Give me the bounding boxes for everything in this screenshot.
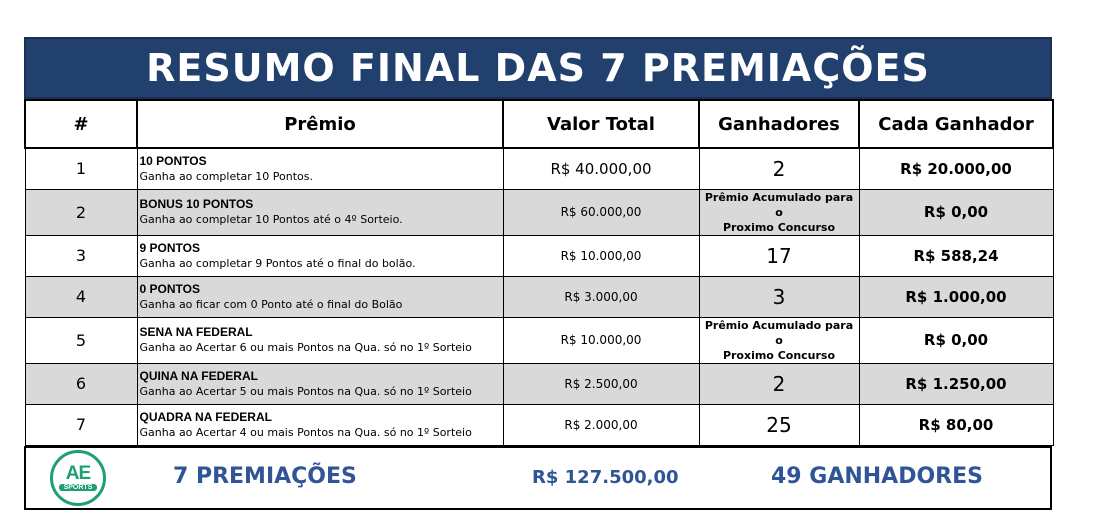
table-row <box>25 363 1053 404</box>
prize-description: Ganha ao Acertar 4 ou mais Pontos na Qua. só no 1º Sorteio <box>139 425 472 439</box>
table-row <box>25 317 1053 363</box>
prize-cell <box>137 189 503 235</box>
total-value: R$ 3.000,00 <box>503 276 699 317</box>
prize-cell <box>137 363 503 404</box>
header-prize: Prêmio <box>137 100 503 148</box>
winners-count: 2 <box>699 148 859 189</box>
winners-count: 2 <box>699 363 859 404</box>
each-winner-value: R$ 1.250,00 <box>859 363 1053 404</box>
prize-cell <box>137 404 503 445</box>
winners-note <box>699 189 859 235</box>
prize-description: Ganha ao Acertar 5 ou mais Pontos na Qua. só no 1º Sorteio <box>139 384 472 398</box>
row-number: 3 <box>25 235 137 276</box>
header-each: Cada Ganhador <box>859 100 1053 148</box>
table-header-row <box>25 100 1053 148</box>
table-row <box>25 189 1053 235</box>
row-number: 4 <box>25 276 137 317</box>
prize-name: QUINA NA FEDERAL <box>139 368 258 383</box>
winners-note <box>699 317 859 363</box>
row-number: 5 <box>25 317 137 363</box>
total-value: R$ 60.000,00 <box>503 189 699 235</box>
header-num: # <box>25 100 137 148</box>
each-winner-value: R$ 0,00 <box>859 189 1053 235</box>
total-value: R$ 2.500,00 <box>503 363 699 404</box>
total-value: R$ 10.000,00 <box>503 317 699 363</box>
total-value: R$ 10.000,00 <box>503 235 699 276</box>
each-winner-value: R$ 1.000,00 <box>859 276 1053 317</box>
logo-subtitle: SPORTS <box>59 484 98 491</box>
page-title: RESUMO FINAL DAS 7 PREMIAÇÕES <box>24 37 1052 99</box>
ae-sports-logo <box>50 450 106 506</box>
table-row <box>25 276 1053 317</box>
row-number: 1 <box>25 148 137 189</box>
row-number: 7 <box>25 404 137 445</box>
winners-note-line2: Proximo Concurso <box>722 220 836 234</box>
total-value: R$ 2.000,00 <box>503 404 699 445</box>
prize-name: SENA NA FEDERAL <box>139 325 253 339</box>
winners-note-line2: Proximo Concurso <box>722 348 836 362</box>
prize-cell <box>137 317 503 363</box>
summary-footer <box>24 446 1052 510</box>
prize-name: BONUS 10 PONTOS <box>139 197 254 211</box>
each-winner-value: R$ 588,24 <box>859 235 1053 276</box>
each-winner-value: R$ 20.000,00 <box>859 148 1053 189</box>
prize-name: 9 PONTOS <box>139 240 200 255</box>
winners-count: 3 <box>699 276 859 317</box>
footer-winners-count: 49 GANHADORES <box>771 463 983 489</box>
winners-note-line1: Prêmio Acumulado para o <box>704 318 854 347</box>
prize-cell <box>137 276 503 317</box>
prize-name: 0 PONTOS <box>139 281 200 296</box>
row-number: 2 <box>25 189 137 235</box>
summary-sheet <box>24 37 1052 510</box>
total-value: R$ 40.000,00 <box>503 148 699 189</box>
logo-mark: AE <box>65 462 91 484</box>
prize-description: Ganha ao completar 10 Pontos até o 4º Sorteio. <box>139 213 403 226</box>
table-row <box>25 148 1053 189</box>
prize-description: Ganha ao Acertar 6 ou mais Pontos na Qua. só no 1º Sorteio <box>139 341 472 354</box>
each-winner-value: R$ 0,00 <box>859 317 1053 363</box>
footer-total-value: R$ 127.500,00 <box>532 466 679 488</box>
prize-description: Ganha ao completar 9 Pontos até o final do bolão. <box>139 256 416 270</box>
prize-table <box>24 99 1054 446</box>
prize-cell <box>137 235 503 276</box>
row-number: 6 <box>25 363 137 404</box>
prize-description: Ganha ao ficar com 0 Ponto até o final do Bolão <box>139 297 403 311</box>
prize-cell <box>137 148 503 189</box>
header-total: Valor Total <box>503 100 699 148</box>
table-row <box>25 404 1053 445</box>
table-row <box>25 235 1053 276</box>
footer-awards-count: 7 PREMIAÇÕES <box>173 463 357 489</box>
each-winner-value: R$ 80,00 <box>859 404 1053 445</box>
winners-count: 17 <box>699 235 859 276</box>
prize-description: Ganha ao completar 10 Pontos. <box>139 169 313 183</box>
winners-count: 25 <box>699 404 859 445</box>
prize-name: 10 PONTOS <box>139 153 207 168</box>
header-winners: Ganhadores <box>699 100 859 148</box>
winners-note-line1: Prêmio Acumulado para o <box>704 190 854 219</box>
prize-name: QUADRA NA FEDERAL <box>139 409 272 424</box>
